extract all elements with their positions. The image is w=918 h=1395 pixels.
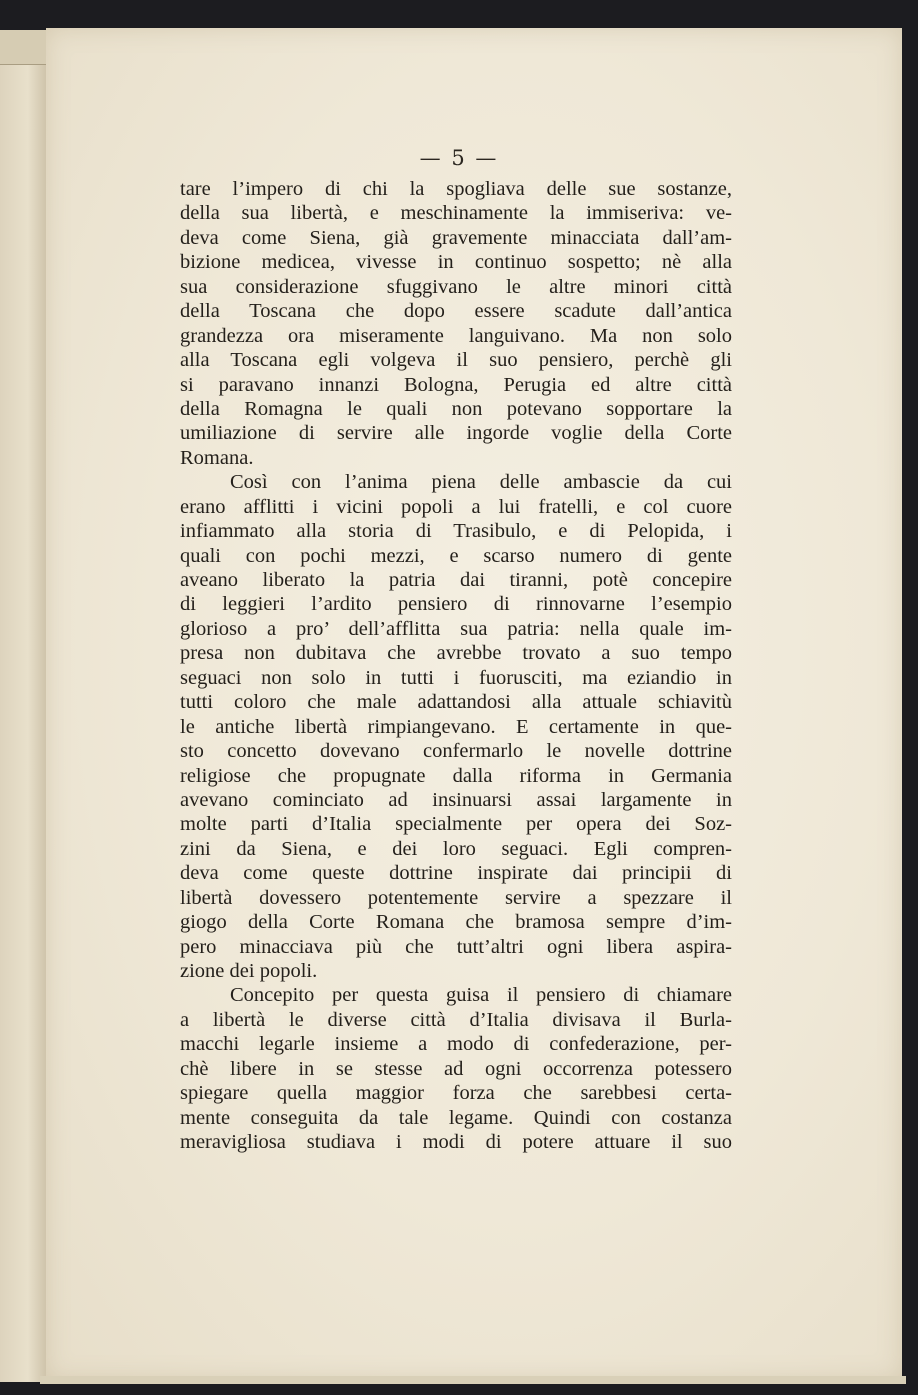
previous-page-corner [0, 30, 50, 65]
text-line: pero minacciava più che tutt’altri ogni libera aspira- [180, 935, 732, 958]
page-bottom-edge [40, 1376, 906, 1384]
text-line: macchi legarle insieme a modo di confederazione, per- [180, 1033, 732, 1056]
paragraph [180, 470, 732, 983]
text-line: Così con l’anima piena delle ambascie da cui [230, 471, 732, 494]
text-line: Concepito per questa guisa il pensiero di chiamare [230, 984, 732, 1007]
text-line: giogo della Corte Romana che bramosa sempre d’im- [180, 911, 732, 934]
text-line: umiliazione di servire alle ingorde voglie della Corte [180, 422, 732, 445]
paragraph [180, 983, 732, 1154]
text-line: di leggieri l’ardito pensiero di rinnovarne l’esempio [180, 593, 732, 616]
text-line: deva come Siena, già gravemente minacciata dall’am- [180, 226, 732, 249]
text-line: della Toscana che dopo essere scadute dall’antica [180, 300, 732, 323]
text-line: glorioso a pro’ dell’afflitta sua patria: nella quale im- [180, 617, 732, 640]
text-line: spiegare quella maggior forza che sarebbesi certa- [180, 1082, 732, 1105]
text-line: molte parti d’Italia specialmente per opera dei Soz- [180, 813, 732, 836]
text-line: sua considerazione sfuggivano le altre minori città [180, 275, 732, 298]
paragraph [180, 177, 732, 470]
text-line: della sua libertà, e meschinamente la immiseriva: ve- [180, 202, 732, 225]
text-line: deva come queste dottrine inspirate dai principii di [180, 862, 732, 885]
text-line: grandezza ora miseramente languivano. Ma non solo [180, 324, 732, 347]
page-number: — 5 — [419, 146, 499, 170]
text-line: della Romagna le quali non potevano sopportare la [180, 397, 732, 420]
text-line: sto concetto dovevano confermarlo le novelle dottrine [180, 740, 732, 763]
text-line: erano afflitti i vicini popoli a lui fratelli, e col cuore [180, 495, 732, 518]
text-line: si paravano innanzi Bologna, Perugia ed altre città [180, 373, 732, 396]
text-line: avevano cominciato ad insinuarsi assai largamente in [180, 788, 732, 811]
text-line: meravigliosa studiava i modi di potere attuare il suo [180, 1131, 732, 1154]
text-line: presa non dubitava che avrebbe trovato a suo tempo [180, 642, 732, 665]
body-text [180, 177, 732, 1155]
text-line: zini da Siena, e dei loro seguaci. Egli compren- [180, 837, 732, 860]
text-line: infiammato alla storia di Trasibulo, e di Pelopida, i [180, 520, 732, 543]
text-line: bizione medicea, vivesse in continuo sospetto; nè alla [180, 251, 732, 274]
text-line: religiose che propugnate dalla riforma in Germania [180, 764, 732, 787]
text-line: le antiche libertà rimpiangevano. E certamente in que- [180, 715, 732, 738]
text-line: aveano liberato la patria dai tiranni, potè concepire [180, 569, 732, 591]
text-line: alla Toscana egli volgeva il suo pensiero, perchè gli [180, 349, 732, 372]
previous-page-edge [0, 30, 47, 1382]
text-line: quali con pochi mezzi, e scarso numero di gente [180, 544, 732, 567]
text-line: tutti coloro che male adattandosi alla attuale schiavitù [180, 691, 732, 714]
text-line: zione dei popoli. [180, 960, 318, 982]
text-line: seguaci non solo in tutti i fuorusciti, ma eziandio in [180, 666, 732, 689]
text-line: a libertà le diverse città d’Italia divisava il Burla- [180, 1008, 732, 1031]
text-line: mente conseguita da tale legame. Quindi con costanza [180, 1106, 732, 1129]
text-line: libertà dovessero potentemente servire a spezzare il [180, 886, 732, 909]
text-line: Romana. [180, 446, 254, 469]
text-line: tare l’impero di chi la spogliava delle sue sostanze, [180, 178, 732, 200]
text-line: chè libere in se stesse ad ogni occorrenza potessero [180, 1057, 732, 1080]
